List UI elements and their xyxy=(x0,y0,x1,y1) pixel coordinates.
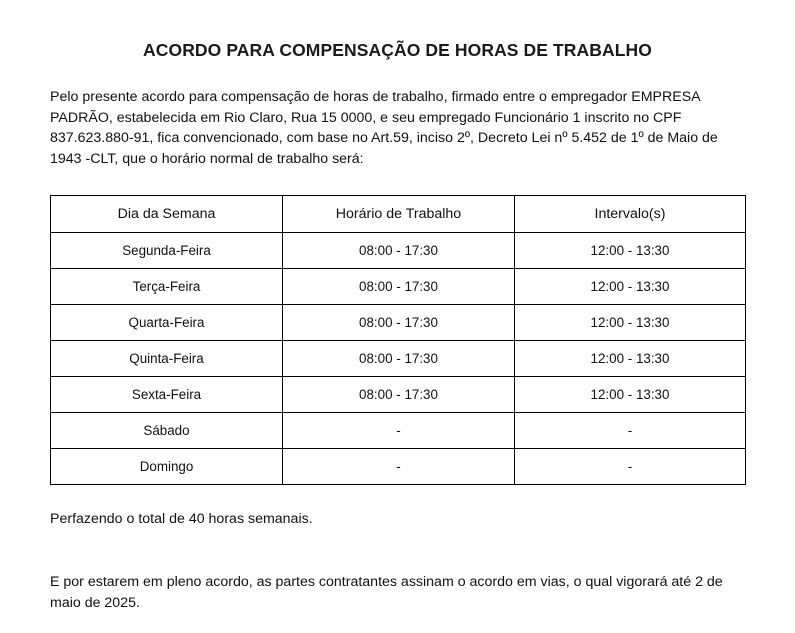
cell-day: Terça-Feira xyxy=(51,269,283,305)
cell-day: Sexta-Feira xyxy=(51,377,283,413)
cell-day: Segunda-Feira xyxy=(51,233,283,269)
table-row xyxy=(51,413,746,449)
cell-hours: - xyxy=(283,449,515,485)
cell-break: 12:00 - 13:30 xyxy=(515,377,746,413)
cell-hours: 08:00 - 17:30 xyxy=(283,269,515,305)
work-schedule-table xyxy=(50,195,746,485)
table-row xyxy=(51,233,746,269)
cell-hours: 08:00 - 17:30 xyxy=(283,305,515,341)
table-row xyxy=(51,341,746,377)
cell-break: 12:00 - 13:30 xyxy=(515,233,746,269)
cell-day: Domingo xyxy=(51,449,283,485)
table-row xyxy=(51,269,746,305)
cell-hours: 08:00 - 17:30 xyxy=(283,377,515,413)
column-header-hours: Horário de Trabalho xyxy=(283,196,515,233)
cell-break: - xyxy=(515,413,746,449)
table-header xyxy=(51,196,746,233)
cell-hours: - xyxy=(283,413,515,449)
cell-day: Quarta-Feira xyxy=(51,305,283,341)
weekly-total-text: Perfazendo o total de 40 horas semanais. xyxy=(50,511,313,528)
column-header-break: Intervalo(s) xyxy=(515,196,746,233)
table-header-row xyxy=(51,196,746,233)
cell-day: Sábado xyxy=(51,413,283,449)
cell-break: 12:00 - 13:30 xyxy=(515,341,746,377)
cell-hours: 08:00 - 17:30 xyxy=(283,233,515,269)
cell-hours: 08:00 - 17:30 xyxy=(283,341,515,377)
column-header-day: Dia da Semana xyxy=(51,196,283,233)
intro-paragraph: Pelo presente acordo para compensação de horas de trabalho, firmado entre o empregador EMPRESA PADRÃO, estabelecida em Rio Claro, Rua 15 0000, e seu empregado Funcionário 1 inscrito no CPF 837.623.880-91, fica convencionado, com base no Art.59, inciso 2º, Decreto Lei nº 5.452 de 1º de Maio de 1943 -CLT, que o horário normal de trabalho será: xyxy=(50,89,718,167)
cell-break: 12:00 - 13:30 xyxy=(515,269,746,305)
cell-break: - xyxy=(515,449,746,485)
table-row xyxy=(51,449,746,485)
cell-break: 12:00 - 13:30 xyxy=(515,305,746,341)
cell-day: Quinta-Feira xyxy=(51,341,283,377)
page-title: ACORDO PARA COMPENSAÇÃO DE HORAS DE TRABALHO xyxy=(143,40,652,60)
table-row xyxy=(51,305,746,341)
table-row xyxy=(51,377,746,413)
closing-paragraph: E por estarem em pleno acordo, as partes contratantes assinam o acordo em vias, o qual vigorará até 2 de maio de 2025. xyxy=(50,573,723,611)
table-body xyxy=(51,233,746,485)
